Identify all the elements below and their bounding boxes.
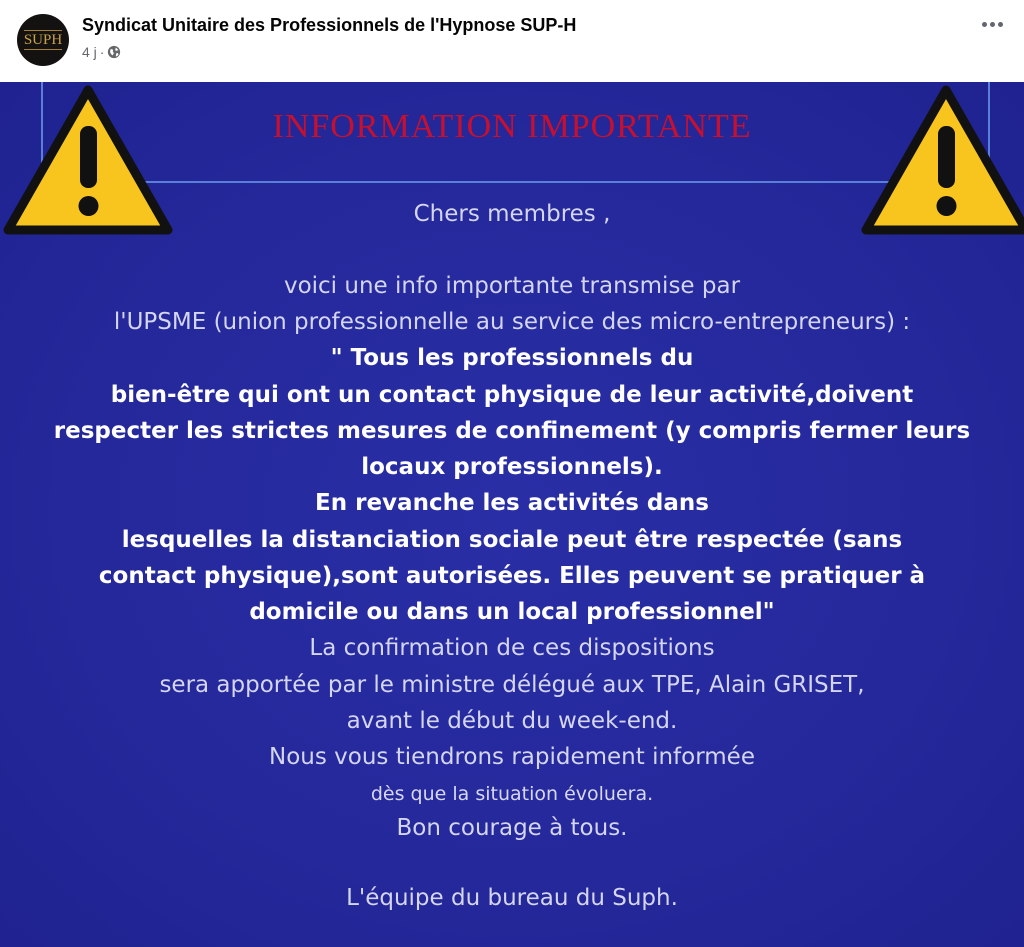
globe-icon[interactable] xyxy=(107,45,121,59)
after-line: dès que la situation évoluera. xyxy=(370,783,654,805)
quote-line: bien-être qui ont un contact physique de leur activité,doivent xyxy=(110,382,914,408)
after-line: avant le début du week-end. xyxy=(346,708,678,734)
post-meta xyxy=(82,44,121,60)
signature: L'équipe du bureau du Suph. xyxy=(346,885,678,911)
after-line: Bon courage à tous. xyxy=(396,815,628,841)
avatar-logo-text: SUPH xyxy=(23,32,63,48)
frame-line xyxy=(41,181,990,183)
quote-line: En revanche les activités dans xyxy=(315,490,709,516)
after-line: La confirmation de ces dispositions xyxy=(309,635,715,661)
more-icon xyxy=(982,22,1003,27)
quote-line: lesquelles la distanciation sociale peut être respectée (sans xyxy=(121,527,903,553)
quote-line: locaux professionnels). xyxy=(361,454,663,480)
post-image[interactable] xyxy=(0,82,1024,947)
avatar[interactable] xyxy=(17,14,69,66)
intro-line: l'UPSME (union professionnelle au service des micro-entrepreneurs) : xyxy=(113,309,911,335)
quote-line: " Tous les professionnels du xyxy=(330,345,694,371)
quote-line: respecter les strictes mesures de confinement (y compris fermer leurs xyxy=(53,418,971,444)
page-name-link[interactable]: Syndicat Unitaire des Professionnels de l'Hypnose SUP-H xyxy=(82,15,577,35)
intro-line: voici une info importante transmise par xyxy=(283,273,741,299)
after-line: sera apportée par le ministre délégué aux TPE, Alain GRISET, xyxy=(159,672,865,698)
headline: INFORMATION IMPORTANTE xyxy=(272,108,752,145)
quote-line: contact physique),sont autorisées. Elles peuvent se pratiquer à xyxy=(98,563,926,589)
more-options-button[interactable] xyxy=(972,8,1012,40)
quote-line: domicile ou dans un local professionnel" xyxy=(249,599,775,625)
post-timestamp[interactable]: 4 j xyxy=(82,44,97,60)
greeting: Chers membres , xyxy=(413,201,611,227)
post-header xyxy=(0,0,1024,82)
after-line: Nous vous tiendrons rapidement informée xyxy=(269,744,755,770)
meta-separator: · xyxy=(99,44,105,60)
